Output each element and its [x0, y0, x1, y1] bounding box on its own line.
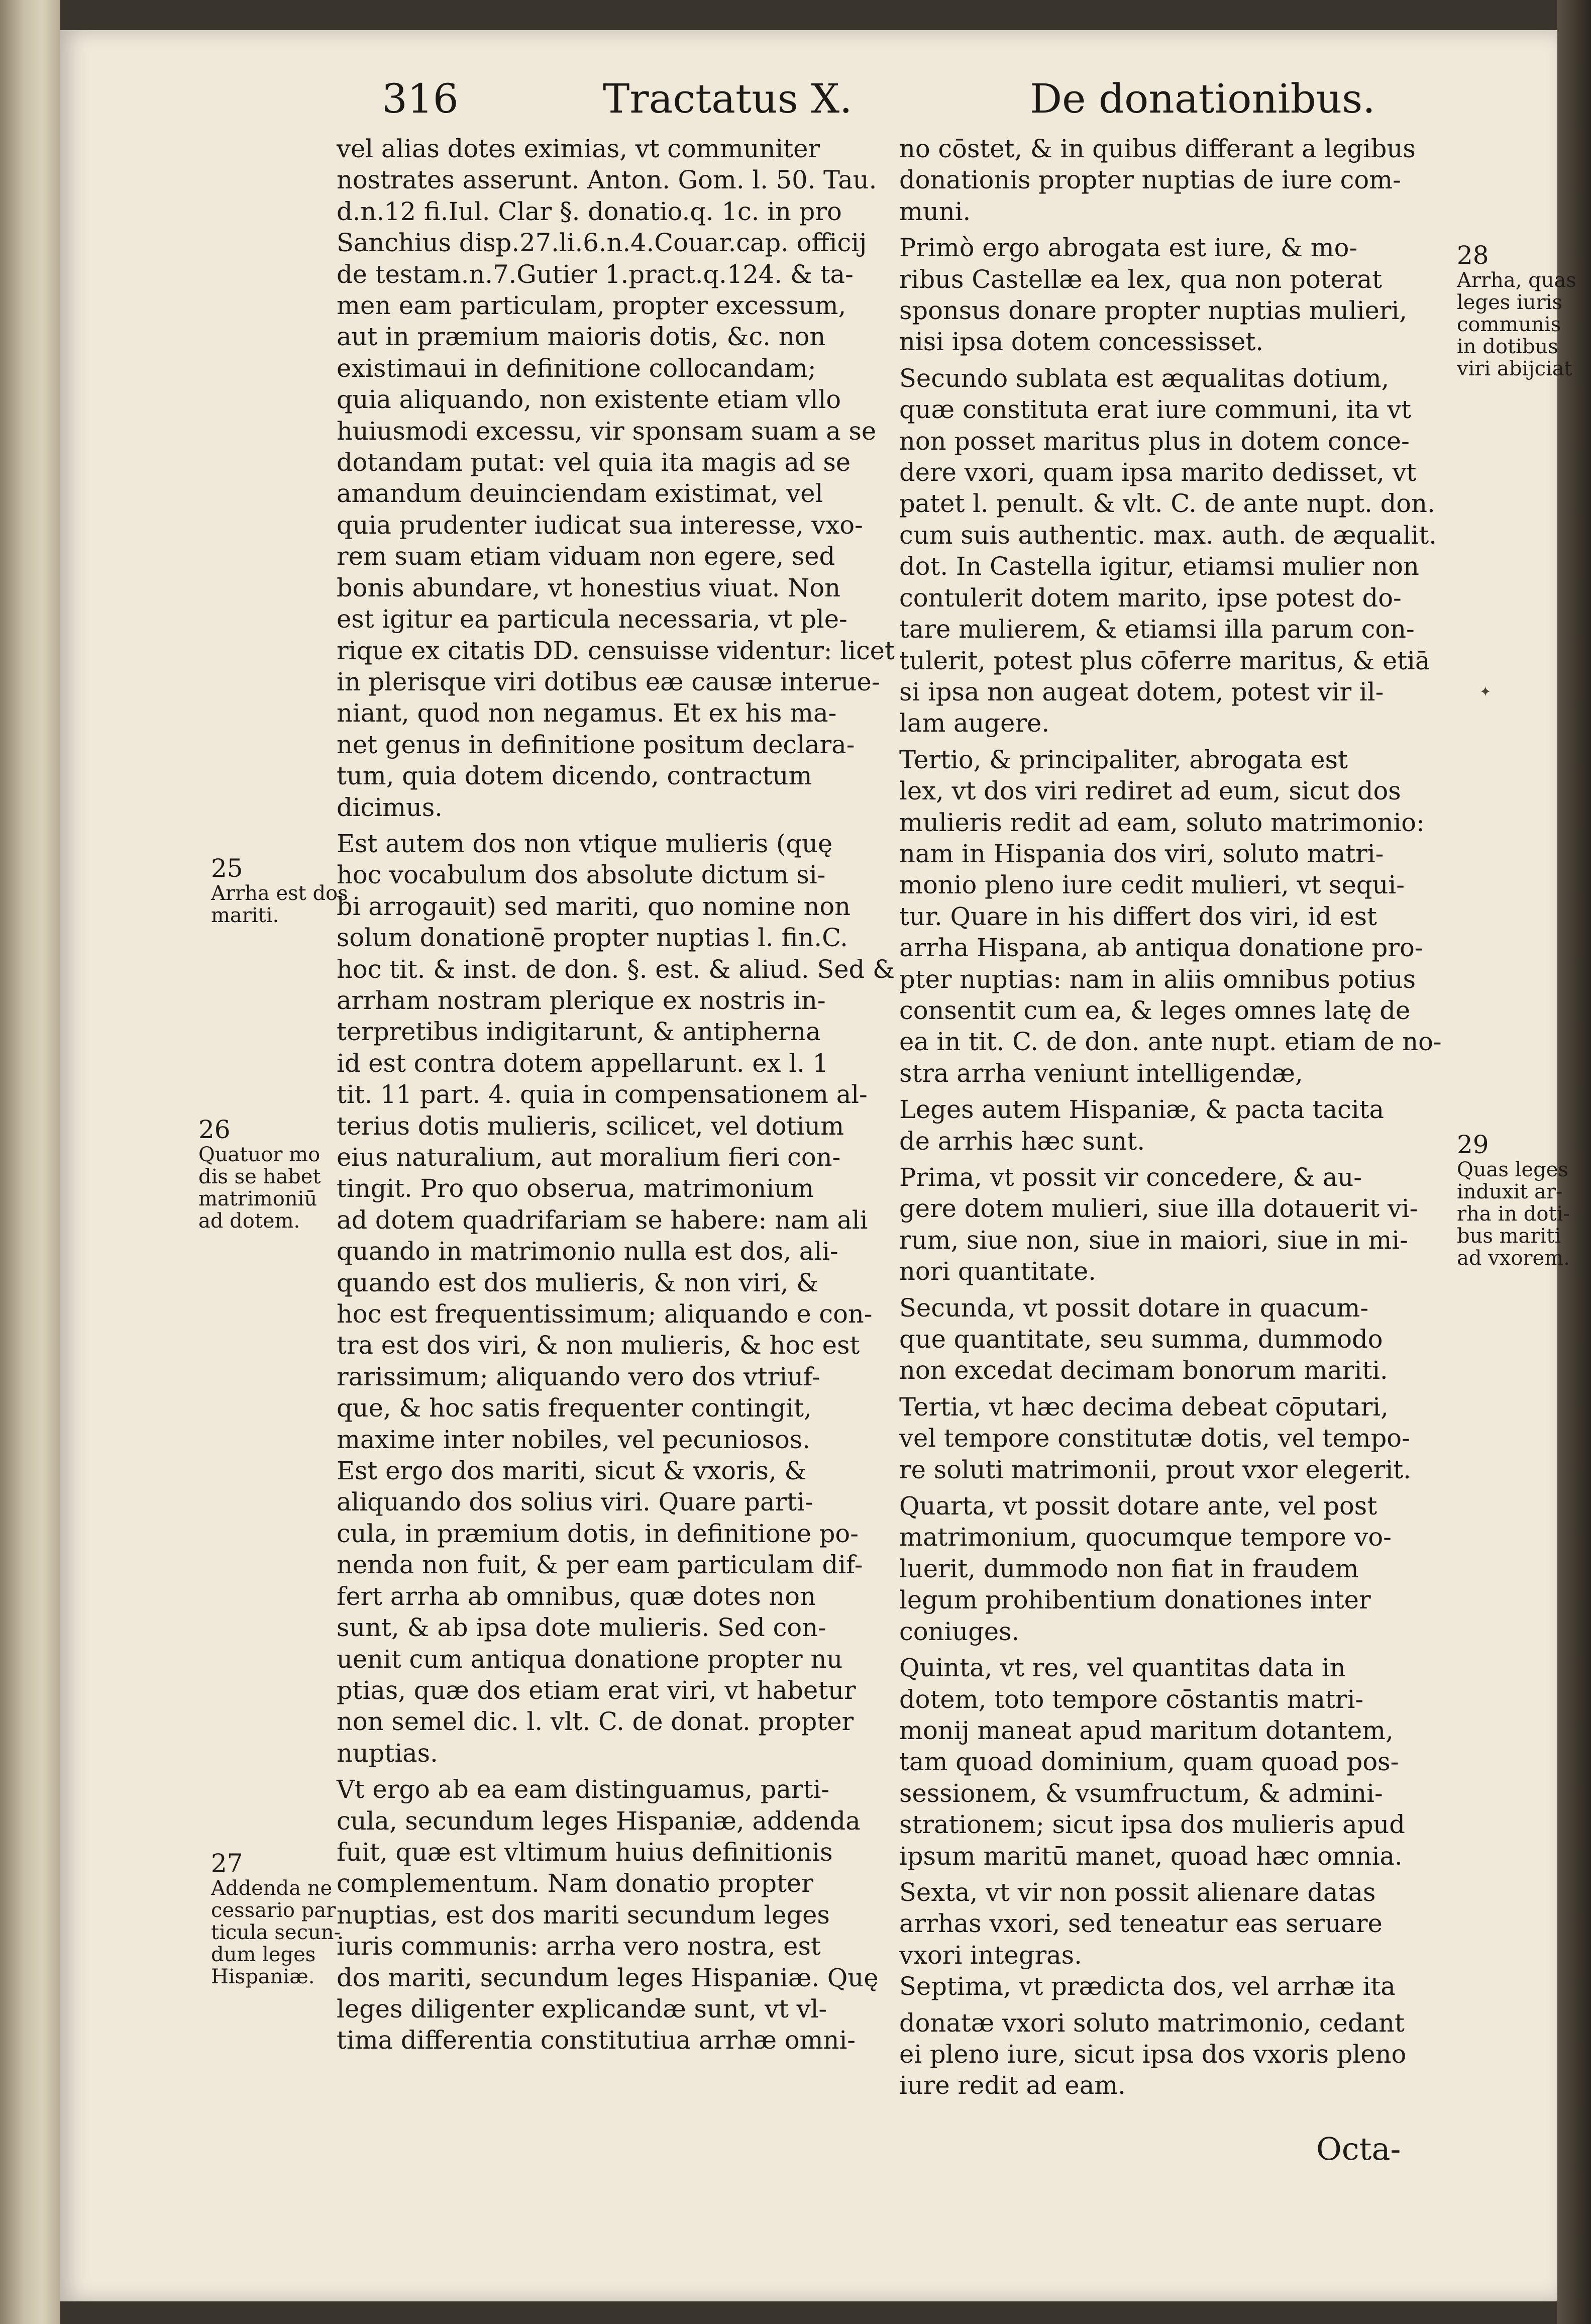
- text-line: existimaui in definitione collocandam;: [337, 353, 816, 383]
- text-line: nuptias, est dos mariti secundum leges: [337, 1900, 830, 1930]
- text-line: ptias, quæ dos etiam erat viri, vt habetur: [337, 1675, 856, 1705]
- section-title: De donationibus.: [1030, 75, 1375, 122]
- text-line: tingit. Pro quo obserua, matrimonium: [337, 1174, 814, 1203]
- text-line: strationem; sicut ipsa dos mulieris apud: [899, 1810, 1405, 1840]
- text-line: Sanchius disp.27.li.6.n.4.Couar.cap. officij: [337, 228, 867, 258]
- right-text-column: [899, 133, 1452, 2101]
- text-line: Primò ergo abrogata est iure, & mo-: [899, 233, 1358, 263]
- margin-note-line: Quatuor mo: [198, 1143, 321, 1166]
- text-line: rum, siue non, siue in maiori, siue in mi-: [899, 1225, 1408, 1255]
- text-line: nenda non fuit, & per eam particulam dif-: [337, 1550, 863, 1580]
- text-line: ipsum maritū manet, quoad hæc omnia.: [899, 1841, 1403, 1871]
- text-line: d.n.12 fi.Iul. Clar §. donatio.q. 1c. in pro: [337, 196, 842, 226]
- margin-note-line: dis se habet: [198, 1165, 321, 1188]
- text-line: consentit cum ea, & leges omnes latę de: [899, 995, 1411, 1025]
- margin-note-line: rha in doti-: [1457, 1202, 1570, 1226]
- text-line: vel tempore constitutæ dotis, vel tempo-: [899, 1424, 1410, 1453]
- text-line: aut in præmium maioris dotis, &c. non: [337, 322, 826, 352]
- text-line: Est autem dos non vtique mulieris (quę: [337, 829, 833, 858]
- text-line: fuit, quæ est vltimum huius definitionis: [337, 1837, 833, 1867]
- text-line: amandum deuinciendam existimat, vel: [337, 479, 823, 509]
- text-line: Quarta, vt possit dotare ante, vel post: [899, 1491, 1377, 1521]
- running-title: Tractatus X.: [603, 75, 853, 122]
- text-line: est igitur ea particula necessaria, vt ple-: [337, 604, 847, 634]
- text-line: dotandam putat: vel quia ita magis ad se: [337, 448, 851, 477]
- text-line: de testam.n.7.Gutier 1.pract.q.124. & ta-: [337, 259, 854, 289]
- text-line: que quantitate, seu summa, dummodo: [899, 1325, 1383, 1354]
- text-line: rem suam etiam viduam non egere, sed: [337, 542, 835, 571]
- text-line: iuris communis: arrha vero nostra, est: [337, 1932, 821, 1961]
- text-line: arrhas vxori, sed teneatur eas seruare: [899, 1909, 1383, 1939]
- text-line: nuptias.: [337, 1738, 438, 1768]
- text-line: tam quoad dominium, quam quoad pos-: [899, 1747, 1399, 1777]
- text-line: non semel dic. l. vlt. C. de donat. propter: [337, 1707, 854, 1737]
- text-line: dicimus.: [337, 792, 443, 822]
- margin-note-line: dum leges: [211, 1943, 316, 1966]
- text-line: matrimonium, quocumque tempore vo-: [899, 1523, 1392, 1552]
- text-line: solum donationē propter nuptias l. fin.C.: [337, 923, 848, 953]
- text-line: Sexta, vt vir non possit alienare datas: [899, 1877, 1376, 1907]
- text-line: rique ex citatis DD. censuisse videntur: licet: [337, 636, 895, 665]
- text-line: iure redit ad eam.: [899, 2071, 1126, 2100]
- margin-note-line: Arrha est dos: [211, 882, 348, 905]
- text-line: men eam particulam, propter excessum,: [337, 291, 846, 321]
- margin-note-line: bus mariti: [1457, 1225, 1561, 1248]
- text-line: tra est dos viri, & non mulieris, & hoc est: [337, 1331, 860, 1360]
- text-line: sunt, & ab ipsa dote mulieris. Sed con-: [337, 1613, 826, 1643]
- text-line: muni.: [899, 196, 971, 226]
- text-line: tur. Quare in his differt dos viri, id est: [899, 901, 1377, 931]
- text-line: lam augere.: [899, 709, 1050, 738]
- left-text-column: [337, 133, 895, 2056]
- text-line: bi arrogauit) sed mariti, quo nomine non: [337, 891, 851, 921]
- margin-note-line: viri abijciat: [1457, 357, 1572, 380]
- text-line: hoc tit. & inst. de don. §. est. & aliud. Sed &: [337, 954, 895, 984]
- text-line: quia prudenter iudicat sua interesse, vxo-: [337, 510, 863, 540]
- text-line: dos mariti, secundum leges Hispaniæ. Quę: [337, 1963, 879, 1992]
- text-line: ea in tit. C. de don. ante nupt. etiam de no-: [899, 1027, 1442, 1057]
- text-line: dere vxori, quam ipsa marito dedisset, vt: [899, 458, 1417, 487]
- text-line: Est ergo dos mariti, sicut & vxoris, &: [337, 1456, 807, 1486]
- text-line: ribus Castellæ ea lex, qua non poterat: [899, 264, 1382, 294]
- catchword: Octa-: [1316, 2131, 1401, 2167]
- text-line: lex, vt dos viri rediret ad eum, sicut dos: [899, 776, 1401, 806]
- text-line: cula, in præmium dotis, in definitione po-: [337, 1519, 859, 1548]
- text-line: Tertio, & principaliter, abrogata est: [899, 745, 1348, 774]
- text-line: id est contra dotem appellarunt. ex l. 1: [337, 1048, 829, 1078]
- text-line: tum, quia dotem dicendo, contractum: [337, 761, 812, 791]
- text-line: uenit cum antiqua donatione propter nu: [337, 1644, 843, 1674]
- text-line: monio pleno iure cedit mulieri, vt sequi-: [899, 870, 1405, 900]
- text-line: arrha Hispana, ab antiqua donatione pro-: [899, 933, 1423, 963]
- text-line: tulerit, potest plus cōferre maritus, & etiā: [899, 646, 1430, 675]
- text-line: de arrhis hæc sunt.: [899, 1126, 1145, 1156]
- text-line: tit. 11 part. 4. quia in compensationem al-: [337, 1080, 868, 1109]
- text-line: vxori integras.: [899, 1940, 1082, 1970]
- margin-note-line: matrimoniū: [198, 1187, 317, 1210]
- margin-note-line: Arrha, quas: [1457, 269, 1576, 292]
- text-line: non posset maritus plus in dotem conce-: [899, 426, 1410, 456]
- text-line: Quinta, vt res, vel quantitas data in: [899, 1653, 1346, 1683]
- text-line: bonis abundare, vt honestius viuat. Non: [337, 573, 841, 602]
- text-line: no cōstet, & in quibus differant a legibus: [899, 134, 1416, 163]
- text-line: donationis propter nuptias de iure com-: [899, 165, 1401, 195]
- text-line: quæ constituta erat iure communi, ita vt: [899, 395, 1412, 425]
- text-line: tare mulierem, & etiamsi illa parum con-: [899, 615, 1415, 644]
- text-line: Secundo sublata est æqualitas dotium,: [899, 363, 1390, 393]
- margin-note-29: [1457, 1131, 1570, 1269]
- text-line: coniuges.: [899, 1616, 1020, 1646]
- margin-note-number: 28: [1457, 241, 1489, 270]
- margin-note-line: mariti.: [211, 904, 279, 927]
- margin-note-line: in dotibus: [1457, 335, 1558, 358]
- text-line: quia aliquando, non existente etiam vllo: [337, 385, 841, 415]
- text-line: Secunda, vt possit dotare in quacum-: [899, 1293, 1369, 1323]
- page-edge: [0, 0, 60, 2324]
- text-line: tima differentia constitutiua arrhæ omni-: [337, 2026, 856, 2055]
- text-line: si ipsa non augeat dotem, potest vir il-: [899, 677, 1384, 706]
- margin-note-line: communis: [1457, 313, 1561, 336]
- text-line: quando in matrimonio nulla est dos, ali-: [337, 1237, 838, 1266]
- margin-note-line: ad vxorem.: [1457, 1247, 1570, 1270]
- text-line: cula, secundum leges Hispaniæ, addenda: [337, 1806, 861, 1836]
- text-line: quando est dos mulieris, & non viri, &: [337, 1268, 819, 1297]
- text-line: stra arrha veniunt intelligendæ,: [899, 1058, 1303, 1088]
- text-line: niant, quod non negamus. Et ex his ma-: [337, 698, 837, 728]
- margin-note-line: Hispaniæ.: [211, 1965, 315, 1988]
- margin-note-line: ad dotem.: [198, 1209, 300, 1233]
- text-line: aliquando dos solius viri. Quare parti-: [337, 1487, 813, 1517]
- text-line: arrham nostram plerique ex nostris in-: [337, 985, 826, 1015]
- margin-note-27: [211, 1849, 341, 1988]
- text-line: monij maneat apud maritum dotantem,: [899, 1715, 1394, 1745]
- text-line: nostrates asserunt. Anton. Gom. l. 50. Tau.: [337, 165, 877, 195]
- text-line: dot. In Castella igitur, etiamsi mulier non: [899, 552, 1419, 581]
- margin-note-line: Quas leges: [1457, 1158, 1568, 1181]
- text-line: fert arrha ab omnibus, quæ dotes non: [337, 1581, 816, 1611]
- margin-note-line: cessario par: [211, 1899, 336, 1922]
- text-line: cum suis authentic. max. auth. de æqualit.: [899, 520, 1437, 550]
- text-line: non excedat decimam bonorum mariti.: [899, 1356, 1388, 1385]
- text-line: ad dotem quadrifariam se habere: nam ali: [337, 1205, 868, 1235]
- text-line: rarissimum; aliquando vero dos vtriuf-: [337, 1362, 820, 1391]
- text-line: Vt ergo ab ea eam distinguamus, parti-: [337, 1775, 830, 1804]
- text-line: Tertia, vt hæc decima debeat cōputari,: [899, 1392, 1389, 1422]
- text-line: sponsus donare propter nuptias mulieri,: [899, 296, 1408, 326]
- text-line: net genus in definitione positum declara-: [337, 730, 855, 759]
- text-line: complementum. Nam donatio propter: [337, 1869, 813, 1898]
- text-line: nisi ipsa dotem concessisset.: [899, 327, 1263, 357]
- margin-note-number: 29: [1457, 1130, 1489, 1159]
- text-line: mulieris redit ad eam, soluto matrimonio:: [899, 807, 1425, 837]
- text-line: huiusmodi excessu, vir sponsam suam a se: [337, 416, 877, 446]
- text-line: in plerisque viri dotibus eæ causæ interue-: [337, 667, 880, 696]
- text-line: sessionem, & vsumfructum, & admini-: [899, 1778, 1383, 1808]
- text-line: hoc vocabulum dos absolute dictum si-: [337, 860, 826, 890]
- text-line: legum prohibentium donationes inter: [899, 1585, 1371, 1615]
- text-line: patet l. penult. & vlt. C. de ante nupt. don.: [899, 489, 1435, 519]
- margin-note-line: leges iuris: [1457, 291, 1562, 314]
- text-line: contulerit dotem marito, ipse potest do-: [899, 583, 1402, 613]
- text-line: leges diligenter explicandæ sunt, vt vl-: [337, 1994, 827, 2024]
- text-line: hoc est frequentissimum; aliquando e con-: [337, 1299, 873, 1329]
- margin-note-number: 27: [211, 1849, 243, 1878]
- margin-note-number: 25: [211, 854, 243, 883]
- text-line: eius naturalium, aut moralium fieri con-: [337, 1143, 841, 1172]
- text-line: nori quantitate.: [899, 1257, 1096, 1286]
- text-line: dotem, toto tempore cōstantis matri-: [899, 1684, 1364, 1714]
- text-line: Prima, vt possit vir concedere, & au-: [899, 1163, 1362, 1192]
- margin-note-28: [1457, 241, 1576, 380]
- text-line: re soluti matrimonii, prout vxor elegerit.: [899, 1455, 1411, 1484]
- text-line: donatæ vxori soluto matrimonio, cedant: [899, 2008, 1405, 2038]
- margin-note-line: ticula secun-: [211, 1921, 341, 1944]
- margin-note-line: induxit ar-: [1457, 1180, 1563, 1203]
- text-line: vel alias dotes eximias, vt communiter: [337, 134, 820, 163]
- text-line: terius dotis mulieris, scilicet, vel dotium: [337, 1111, 844, 1141]
- text-line: luerit, dummodo non fiat in fraudem: [899, 1554, 1359, 1583]
- text-line: Leges autem Hispaniæ, & pacta tacita: [899, 1095, 1385, 1125]
- text-line: que, & hoc satis frequenter contingit,: [337, 1393, 812, 1423]
- text-line: nam in Hispania dos viri, soluto matri-: [899, 839, 1384, 868]
- margin-note-25: [211, 854, 348, 927]
- text-line: ei pleno iure, sicut ipsa dos vxoris pleno: [899, 2039, 1407, 2069]
- text-line: Septima, vt prædicta dos, vel arrhæ ita: [899, 1972, 1396, 2001]
- page-number: 316: [382, 75, 459, 122]
- text-line: pter nuptias: nam in aliis omnibus potius: [899, 964, 1416, 994]
- margin-note-number: 26: [198, 1115, 231, 1144]
- text-line: terpretibus indigitarunt, & antipherna: [337, 1017, 821, 1047]
- margin-note-line: Addenda ne: [211, 1877, 333, 1900]
- text-line: maxime inter nobiles, vel pecuniosos.: [337, 1425, 810, 1454]
- text-line: gere dotem mulieri, siue illa dotauerit vi-: [899, 1194, 1418, 1224]
- margin-note-26: [198, 1116, 321, 1232]
- ink-spot: ✦: [1479, 683, 1492, 700]
